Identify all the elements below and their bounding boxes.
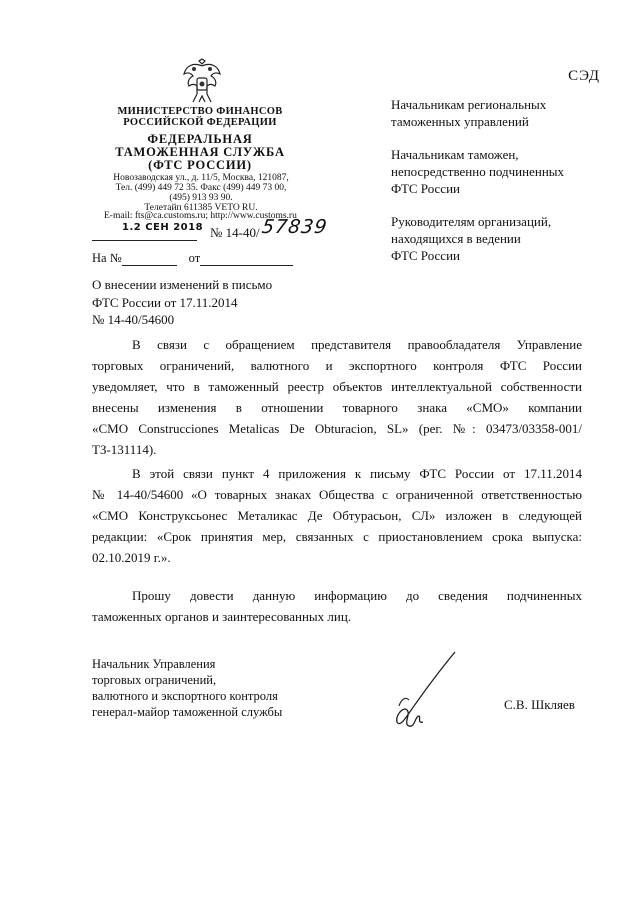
body-line: В этой связи пункт 4 приложения к письму ФТС России от 17.11.2014 — [132, 466, 582, 481]
reference-row — [92, 251, 293, 266]
body-line: 02.10.2019 г.». — [92, 550, 171, 565]
signatory-line: Начальник Управления — [92, 657, 216, 671]
recipient-3 — [391, 213, 551, 264]
body-line: «СМО Конструксьонес Металикас Де Обтурасьон, СЛ» изложен в следующей — [92, 508, 582, 523]
na-blank — [122, 265, 177, 266]
letter-subject — [92, 276, 272, 329]
body-line: Прошу довести данную информацию до сведения подчиненных — [132, 588, 582, 603]
sed-mark: СЭД — [568, 68, 600, 84]
body-line: уведомляет, что в таможенный реестр объектов интеллектуальной собственности — [92, 379, 582, 394]
recipient-line: непосредственно подчиненных — [391, 164, 565, 179]
body-line: внесены изменения в отношении товарного знака «СМО» компании — [92, 400, 582, 415]
body-paragraph-1 — [92, 334, 582, 460]
ministry-line: МИНИСТЕРСТВО ФИНАНСОВ — [117, 106, 283, 117]
subject-line: ФТС России от 17.11.2014 — [92, 294, 238, 310]
phone-2: (495) 913 93 90. — [169, 193, 233, 203]
contact-details — [95, 173, 307, 213]
recipient-line: Начальникам таможен, — [391, 147, 519, 162]
handwritten-signature — [385, 650, 465, 730]
registration-number-prefix: № 14-40/ — [210, 225, 260, 240]
signatory-line: генерал-майор таможенной службы — [92, 705, 283, 719]
coat-of-arms-emblem — [181, 58, 223, 106]
recipient-line: ФТС России — [391, 248, 460, 263]
signatory-line: валютного и экспортного контроля — [92, 689, 278, 703]
recipient-1 — [391, 96, 546, 130]
signatory-title — [92, 656, 282, 720]
body-line: ТЗ-131114). — [92, 442, 157, 457]
na-label: На № — [92, 251, 122, 265]
recipient-line: находящихся в ведении — [391, 231, 521, 246]
ot-label: от — [188, 251, 201, 265]
subject-line: № 14-40/54600 — [92, 312, 175, 327]
body-line: «CMO Construcciones Metalicas De Obturacion, SL» (рег. №: 03473/03358-001/ — [92, 421, 582, 436]
body-line: редакции: «Срок принятия мер, связанных с приостановлением срока выпуска: — [92, 529, 582, 544]
service-line: ТАМОЖЕННАЯ СЛУЖБА — [115, 145, 285, 159]
email-line: E-mail: fts@ca.customs.ru; http://www.customs.ru — [104, 211, 297, 221]
service-name — [95, 133, 305, 172]
recipient-line: ФТС России — [391, 181, 460, 196]
registration-date-stamp: 1.2 СЕН 2018 — [122, 222, 204, 233]
ot-blank — [200, 265, 293, 266]
recipient-line: Руководителям организаций, — [391, 214, 552, 229]
ministry-name — [95, 106, 305, 128]
body-paragraph-2 — [92, 463, 582, 568]
body-paragraph-3 — [92, 585, 582, 627]
signatory-line: торговых ограничений, — [92, 673, 217, 687]
signatory-name: С.В. Шкляев — [504, 697, 575, 712]
body-line: таможенных органов и заинтересованных лиц. — [92, 609, 352, 624]
body-line: № 14-40/54600 «О товарных знаках Общества с ограниченной ответственностью — [92, 487, 582, 502]
phone: Тел. (499) 449 72 35. Факс (499) 449 73 00, — [115, 183, 287, 193]
body-line: торговых ограничений, валютного и экспортного контроля ФТС России — [92, 358, 582, 373]
service-line: (ФТС РОССИИ) — [148, 158, 252, 172]
recipient-2 — [391, 146, 564, 197]
recipient-line: таможенных управлений — [391, 114, 529, 129]
recipient-line: Начальникам региональных — [391, 97, 547, 112]
subject-line: О внесении изменений в письмо — [92, 277, 273, 292]
body-line: В связи с обращением представителя правообладателя Управление — [132, 337, 582, 352]
ministry-line: РОССИЙСКОЙ ФЕДЕРАЦИИ — [123, 117, 277, 128]
service-line: ФЕДЕРАЛЬНАЯ — [147, 132, 253, 146]
date-underline — [92, 240, 197, 241]
registration-number-handwritten: 57839 — [260, 216, 329, 238]
telex: Телетайп 611385 VETO RU. — [144, 203, 258, 213]
address: Новозаводская ул., д. 11/5, Москва, 121087, — [113, 173, 289, 183]
